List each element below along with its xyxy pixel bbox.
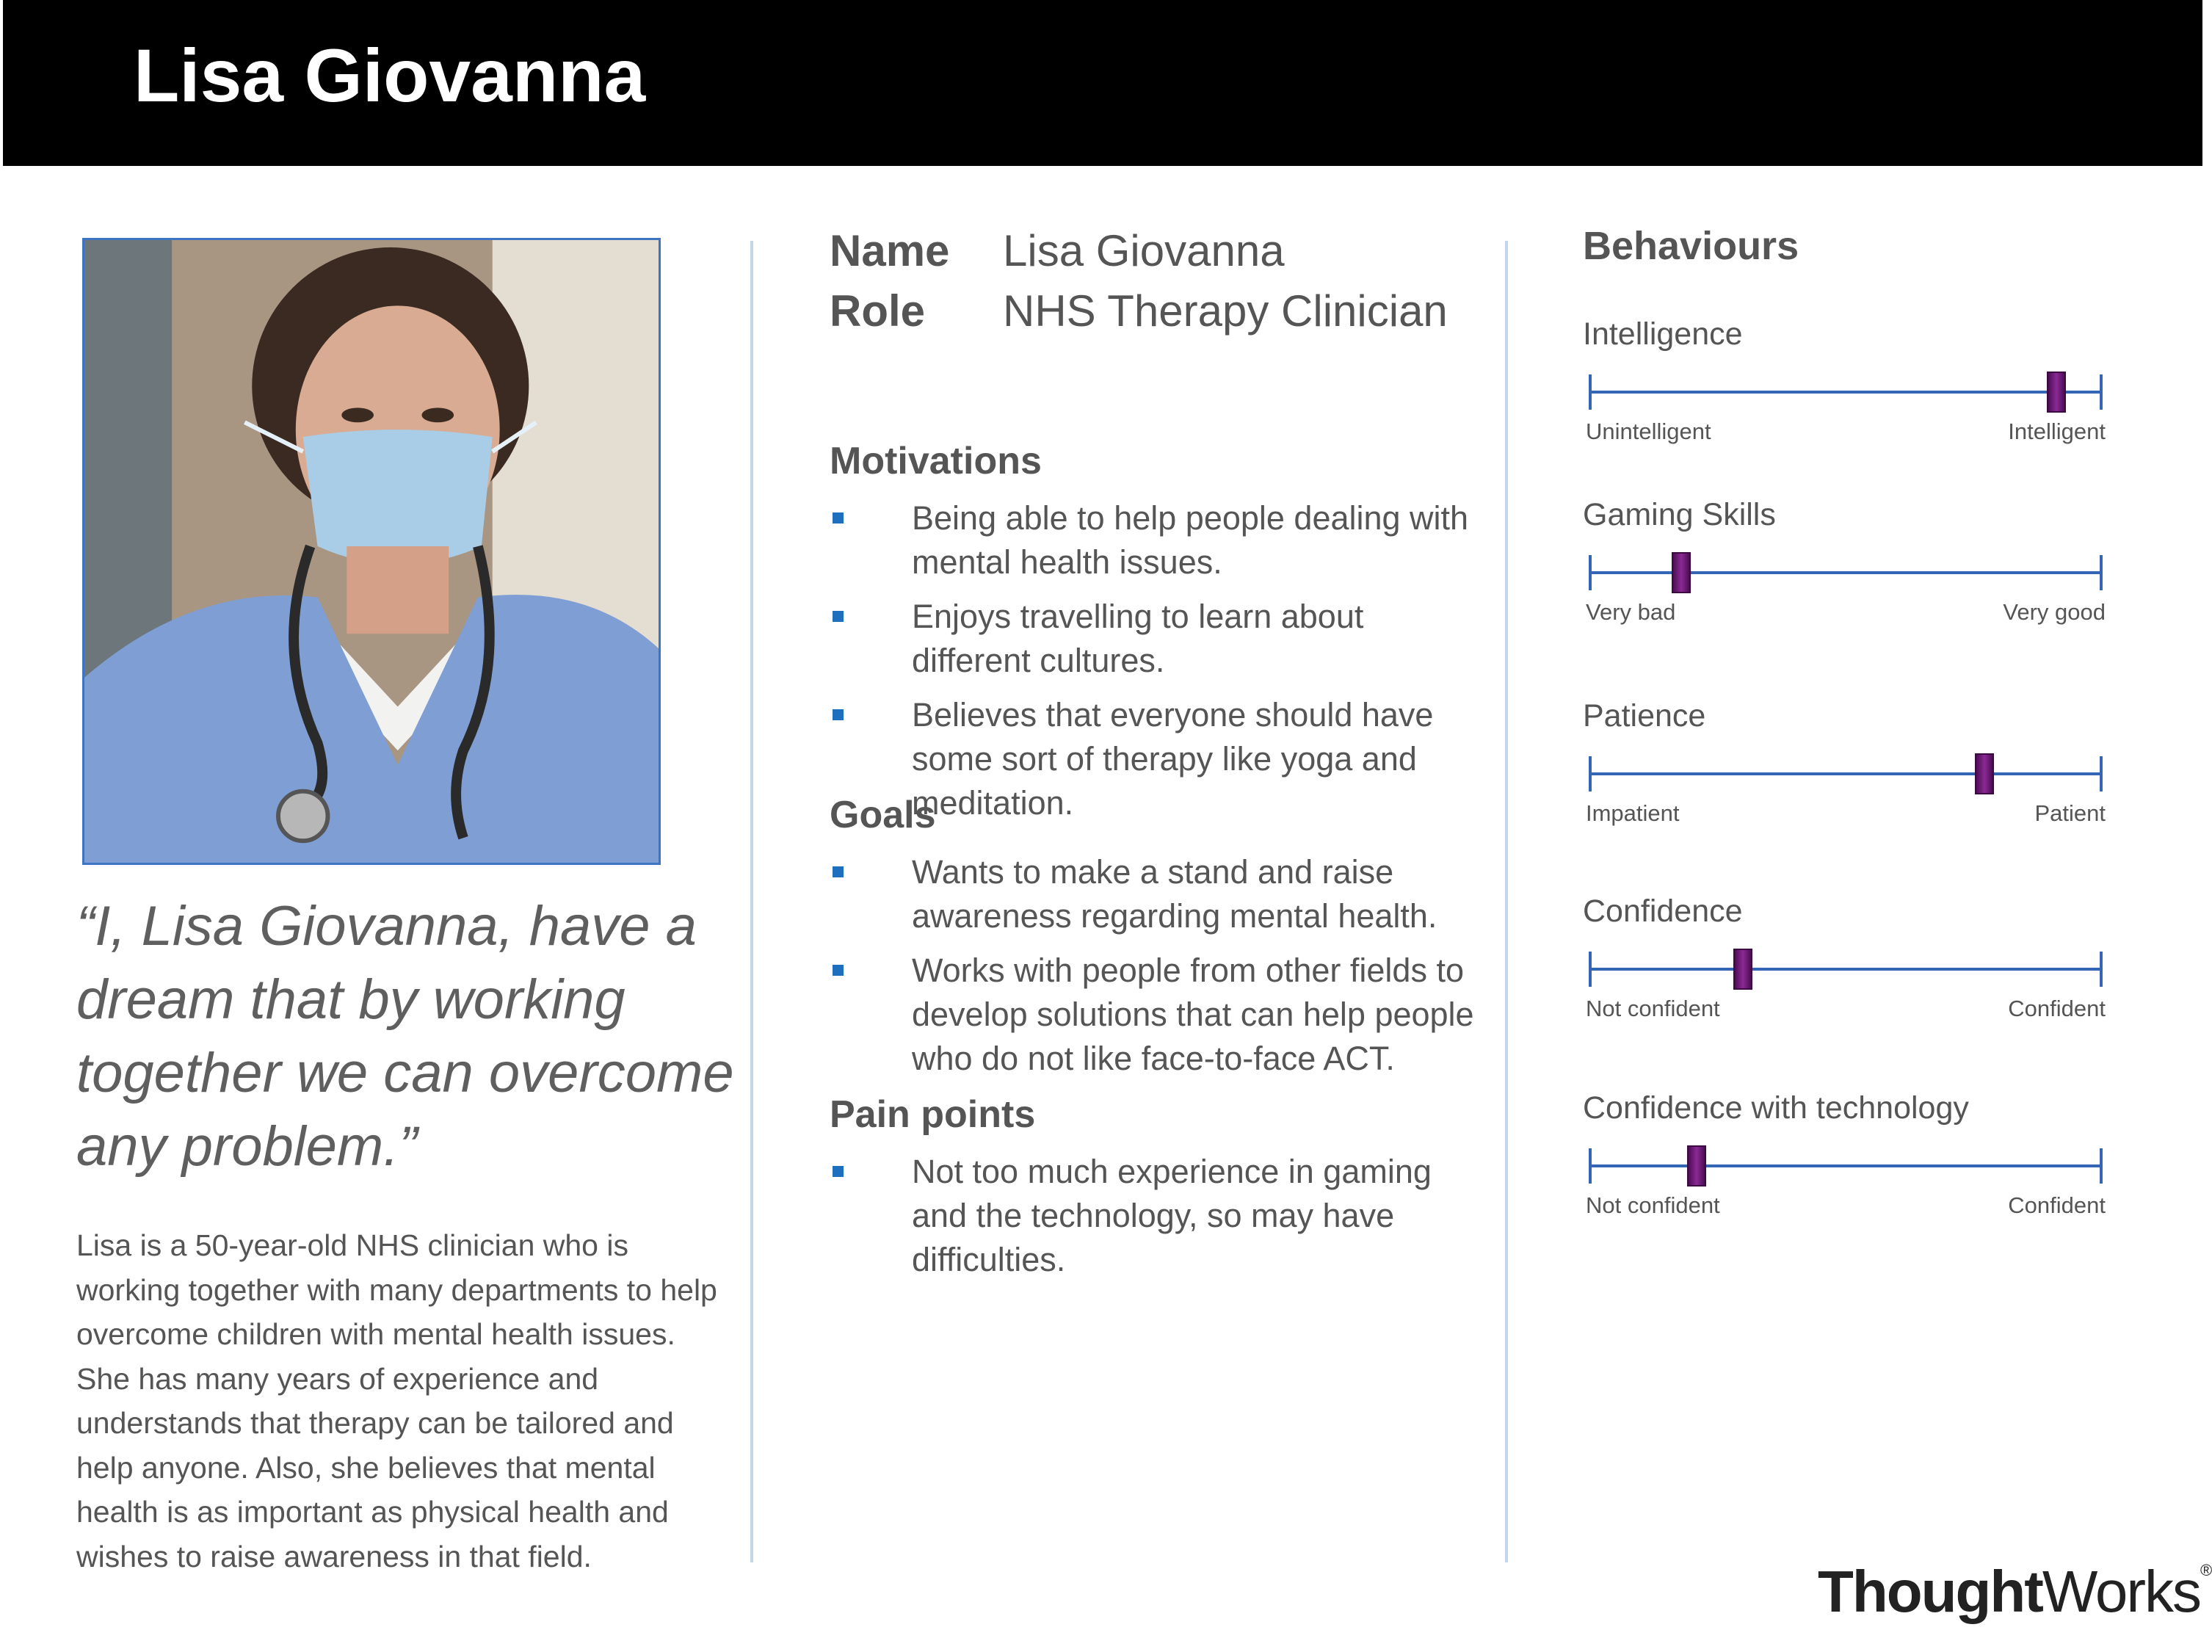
slider-low-label: Very bad xyxy=(1586,599,1676,625)
behaviour-slider-gaming-skills xyxy=(1583,497,2106,625)
persona-bio: Lisa is a 50-year-old NHS clinician who is working together with many departments to help overcome children with mental health issues. She has many years of experience and understands that therapy can be tailored and help anyone. Also, she believes that mental health is as important as physical health and wishes to raise awareness in that field. xyxy=(76,1228,717,1573)
slider-high-label: Very good xyxy=(2003,599,2106,625)
goals-heading: Goals xyxy=(830,794,936,836)
bullet-square-icon xyxy=(833,1166,844,1177)
slider-label: Patience xyxy=(1583,698,1706,733)
list-item: Enjoys travelling to learn about different cultures. xyxy=(830,595,1490,683)
bullet-square-icon xyxy=(833,611,844,622)
slider-label: Confidence xyxy=(1583,894,1743,929)
bullet-square-icon xyxy=(833,965,844,976)
slider-cap-right xyxy=(2100,555,2103,590)
behaviours-heading: Behaviours xyxy=(1583,224,1799,268)
pain-points-list xyxy=(830,1150,1490,1292)
slider-low-label: Unintelligent xyxy=(1586,419,1711,444)
page-title: Lisa Giovanna xyxy=(134,34,646,117)
slider-low-label: Not confident xyxy=(1586,1192,1720,1218)
slider-cap-right xyxy=(2100,756,2103,791)
slider-track xyxy=(1589,1164,2103,1167)
pain-points-heading: Pain points xyxy=(830,1093,1036,1136)
slider-cap-right xyxy=(2100,374,2103,410)
behaviour-slider-patience xyxy=(1583,698,2106,826)
slider-track xyxy=(1589,772,2103,775)
column-divider-right xyxy=(1505,241,1508,1562)
slider-high-label: Confident xyxy=(2008,996,2106,1021)
list-item: Wants to make a stand and raise awareness regarding mental health. xyxy=(830,850,1490,938)
name-label: Name xyxy=(830,226,950,275)
motivations-list xyxy=(830,496,1490,836)
bullet-square-icon xyxy=(833,866,844,877)
slider-cap-left xyxy=(1589,756,1592,791)
slider-thumb xyxy=(1672,552,1691,593)
slider-label: Gaming Skills xyxy=(1583,497,1776,532)
slider-thumb xyxy=(1687,1145,1706,1187)
slider-thumb xyxy=(1733,949,1752,990)
slider-cap-left xyxy=(1589,1148,1592,1184)
slider-thumb xyxy=(2047,372,2066,413)
list-item: Believes that everyone should have some sort of therapy like yoga and meditation. xyxy=(830,693,1490,825)
list-item: Not too much experience in gaming and the technology, so may have difficulties. xyxy=(830,1150,1490,1282)
persona-photo xyxy=(82,238,661,865)
slider-high-label: Patient xyxy=(2034,800,2106,826)
slider-track xyxy=(1589,968,2103,971)
thoughtworks-logo: ThoughtWorks® xyxy=(1818,1559,2212,1624)
behaviour-slider-confidence-with-technology xyxy=(1583,1090,2106,1218)
slider-label: Intelligence xyxy=(1583,316,1743,352)
list-item: Being able to help people dealing with mental health issues. xyxy=(830,496,1490,584)
role-value: NHS Therapy Clinician xyxy=(1003,286,1448,336)
goals-list xyxy=(830,850,1490,1091)
slider-cap-left xyxy=(1589,952,1592,987)
role-label: Role xyxy=(830,286,926,336)
behaviour-slider-confidence xyxy=(1583,894,2106,1021)
persona-quote: “I, Lisa Giovanna, have a dream that by working together we can overcome any problem.” xyxy=(76,895,734,1178)
slider-high-label: Intelligent xyxy=(2008,419,2106,444)
slider-thumb xyxy=(1975,753,1994,794)
bullet-square-icon xyxy=(833,512,844,524)
header-bar xyxy=(3,0,2202,166)
slider-high-label: Confident xyxy=(2008,1192,2106,1218)
behaviour-slider-intelligence xyxy=(1583,316,2106,444)
slider-low-label: Not confident xyxy=(1586,996,1720,1021)
name-value: Lisa Giovanna xyxy=(1003,226,1285,275)
slider-label: Confidence with technology xyxy=(1583,1090,1969,1126)
list-item: Works with people from other fields to develop solutions that can help people who do not like face-to-face ACT. xyxy=(830,949,1490,1081)
slider-cap-right xyxy=(2100,952,2103,987)
slider-cap-left xyxy=(1589,374,1592,410)
motivations-heading: Motivations xyxy=(830,440,1042,482)
column-divider-left xyxy=(750,241,753,1562)
slider-track xyxy=(1589,391,2103,394)
slider-cap-left xyxy=(1589,555,1592,590)
bullet-square-icon xyxy=(833,709,844,720)
slider-low-label: Impatient xyxy=(1586,800,1680,826)
slider-track xyxy=(1589,571,2103,574)
slider-cap-right xyxy=(2100,1148,2103,1184)
